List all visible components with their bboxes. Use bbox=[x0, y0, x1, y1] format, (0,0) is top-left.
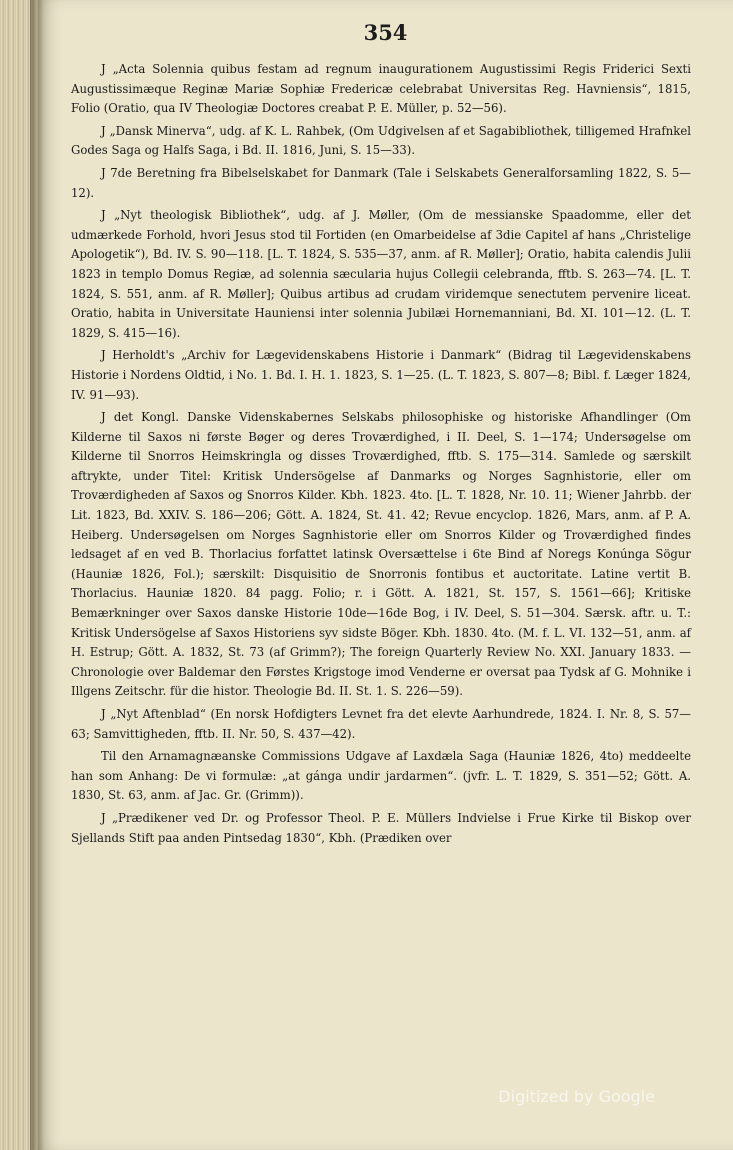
bibliography-entry: J 7de Beretning fra Bibelselskabet for Danmark (Tale i Selskabets Generalforsamling 1822, S. 5—12). bbox=[71, 165, 691, 200]
page-number: 354 bbox=[363, 20, 408, 45]
bibliography-entry: J det Kongl. Danske Videnskabernes Selskabs philosophiske og historiske Afhandlinger (Om Kilderne til Saxos ni første Bøger og deres Troværdighed, i II. Deel, S. 1—174; Undersøgelse om Kilderne til Snorros Heimskringla og disses Troværdighed, fftb. S. 175—314. Samlede og særskilt aftrykte, under Titel: Kritisk Undersögelse af Danmarks og Norges Sagnhistorie, eller om Troværdigheden af Saxos og Snorros Kilder. Kbh. 1823. 4to. [L. T. 1828, Nr. 10. 11; Wiener Jahrbb. der Lit. 1823, Bd. XXIV. S. 186—206; Gött. A. 1824, St. 41. 42; Revue encyclop. 1826, Mars, anm. af P. A. Heiberg. Undersøgelsen om Norges Sagnhistorie eller om Snorros Kilder og Troværdighed findes ledsaget af en ved B. Thorlacius forfattet latinsk Oversættelse i 6te Bind af Noregs Konúnga Sögur (Hauniæ 1826, Fol.); særskilt: Disquisitio de Snorronis fontibus et auctoritate. Latine vertit B. Thorlacius. Hauniæ 1820. 84 pagg. Folio; r. i Gött. A. 1821, St. 157, S. 1561—66]; Kritiske Bemærkninger over Saxos danske Historie 10de—16de Bog, i IV. Deel, S. 51—304. Særsk. aftr. u. T.: Kritisk Undersögelse af Saxos Historiens syv sidste Böger. Kbh. 1830. 4to. (M. f. L. VI. 132—51, anm. af H. Estrup; Gött. A. 1832, St. 73 (af Grimm?); The foreign Quarterly Review No. XXI. January 1833. — Chronologie over Baldemar den Førstes Krigstoge imod Venderne er oversat paa Tydsk af G. Mohnike i Illgens Zeitschr. für die histor. Theologie Bd. II. St. 1. S. 226—59). bbox=[71, 410, 691, 699]
spine-shadow bbox=[30, 0, 44, 1150]
bibliography-text bbox=[71, 60, 691, 851]
bibliography-entry: J „Nyt Aftenblad“ (En norsk Hofdigters Levnet fra det elevte Aarhundrede, 1824. I. Nr. 8, S. 57—63; Samvittigheden, fftb. II. Nr. 50, S. 437—42). bbox=[71, 707, 691, 741]
book-page bbox=[38, 0, 733, 1150]
bibliography-entry: J Herholdt's „Archiv for Lægevidenskabens Historie i Danmark“ (Bidrag til Lægevidenskabens Historie i Nordens Oldtid, i No. 1. Bd. I. H. 1. 1823, S. 1—25. (L. T. 1823, S. 807—8; Bibl. f. Læger 1824, IV. 91—93). bbox=[71, 348, 691, 402]
bibliography-entry: J „Prædikener ved Dr. og Professor Theol. P. E. Müllers Indvielse i Frue Kirke til Biskop over Sjellands Stift paa anden Pintsedag 1830“, Kbh. (Prædiken over bbox=[71, 810, 691, 845]
bibliography-entry: J „Acta Solennia quibus festam ad regnum inaugurationem Augustissimi Regis Friderici Sexti Augustissimæque Reginæ Mariæ Sophiæ Fredericæ celebrabat Universitas Reg. Havniensis“, 1815, Folio (Oratio, qua IV Theologiæ Doctores creabat P. E. Müller, p. 52—56). bbox=[71, 62, 691, 116]
bibliography-entry: J „Dansk Minerva“, udg. af K. L. Rahbek, (Om Udgivelsen af et Sagabibliothek, tilligemed Hrafnkel Godes Saga og Halfs Saga, i Bd. II. 1816, Juni, S. 15—33). bbox=[71, 123, 691, 158]
digitization-watermark: Digitized by Google bbox=[498, 1087, 655, 1106]
bibliography-entry: Til den Arnamagnæanske Commissions Udgave af Laxdæla Saga (Hauniæ 1826, 4to) meddeelte han som Anhang: De vi formulæ: „at gánga undir jardarmen“. (jvfr. L. T. 1829, S. 351—52; Gött. A. 1830, St. 63, anm. af Jac. Gr. (Grimm)). bbox=[71, 749, 691, 803]
bibliography-entry: J „Nyt theologisk Bibliothek“, udg. af J. Møller, (Om de messianske Spaadomme, eller det udmærkede Forhold, hvori Jesus stod til Fortiden (en Omarbeidelse af 3die Capitel af hans „Christelige Apologetik“), Bd. IV. S. 90—118. [L. T. 1824, S. 535—37, anm. af R. Møller]; Oratio, habita calendis Julii 1823 in templo Domus Regiæ, ad solennia sæcularia hujus Collegii celebranda, fftb. S. 263—74. [L. T. 1824, S. 551, anm. af R. Møller]; Quibus artibus ad crudam viridemque senectutem pervenire liceat. Oratio, habita in Universitate Hauniensi inter solennia Jubilæi Hornemanniani, Bd. XI. 101—12. (L. T. 1829, S. 415—16). bbox=[71, 208, 691, 340]
